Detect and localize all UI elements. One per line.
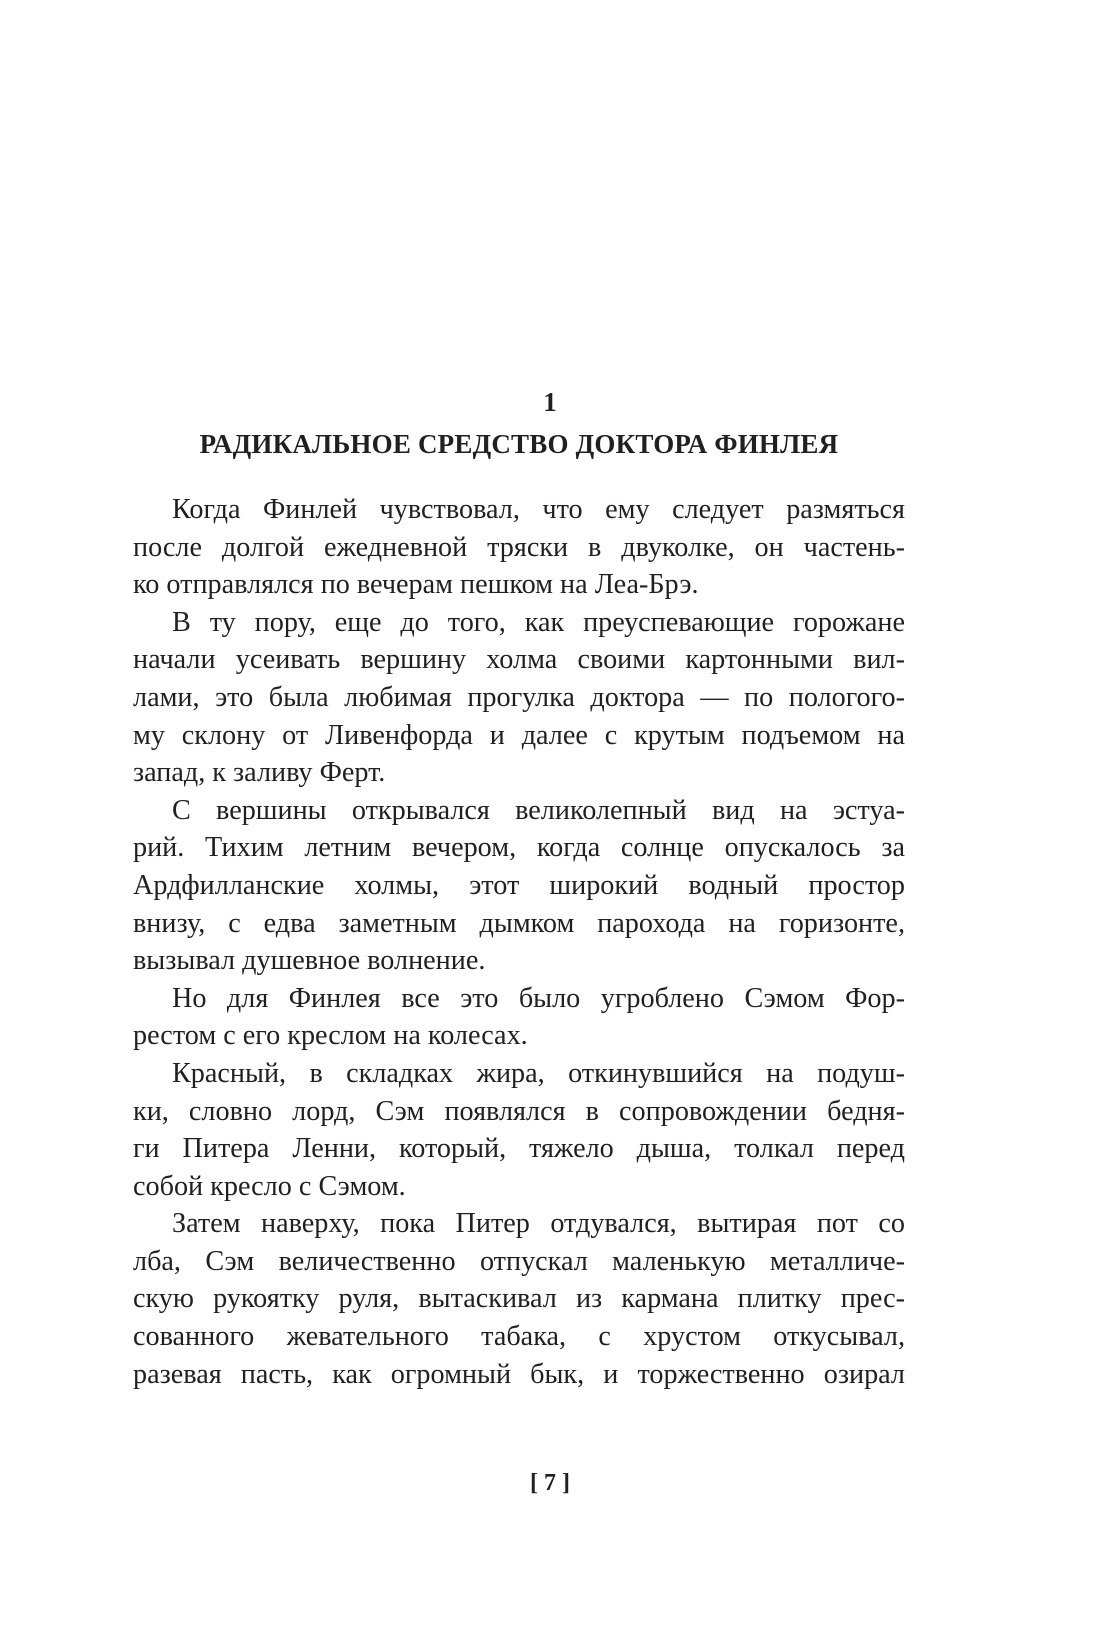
paragraph — [133, 792, 905, 980]
text-line: лба, Сэм величественно отпускал маленькую металличе- — [133, 1245, 905, 1277]
paragraph — [133, 491, 905, 604]
text-line: ки, словно лорд, Сэм появлялся в сопровождении бедня- — [133, 1095, 905, 1127]
text-line: собой кресло с Сэмом. — [133, 1170, 406, 1202]
body-text — [133, 491, 905, 1393]
page-number: [ 7 ] — [530, 1470, 570, 1496]
chapter-number: 1 — [543, 387, 557, 417]
text-line: запад, к заливу Ферт. — [133, 757, 386, 789]
text-line: Но для Финлея все это было угроблено Сэмом Фор- — [172, 982, 905, 1014]
text-line: внизу, с едва заметным дымком парохода на горизонте, — [133, 907, 905, 939]
text-line: скую рукоятку руля, вытаскивал из кармана плитку прес- — [133, 1283, 905, 1315]
text-line: Красный, в складках жира, откинувшийся на подуш- — [172, 1057, 905, 1089]
paragraph — [133, 1205, 905, 1393]
text-line: Ардфилланские холмы, этот широкий водный простор — [133, 869, 905, 901]
text-line: Когда Финлей чувствовал, что ему следует размяться — [172, 494, 905, 525]
text-line: С вершины открывался великолепный вид на эстуа- — [172, 794, 905, 826]
text-line: Затем наверху, пока Питер отдувался, вытирая пот со — [172, 1208, 905, 1240]
paragraph — [133, 604, 905, 792]
text-line: вызывал душевное волнение. — [133, 945, 486, 977]
text-line: рестом с его креслом на колесах. — [133, 1020, 528, 1052]
text-line: лами, это была любимая прогулка доктора — по пологого- — [133, 681, 905, 713]
text-line: рий. Тихим летним вечером, когда солнце опускалось за — [133, 832, 905, 864]
text-line: му склону от Ливенфорда и далее с крутым подъемом на — [133, 719, 905, 751]
text-line: начали усеивать вершину холма своими картонными вил- — [133, 644, 905, 676]
text-line: разевая пасть, как огромный бык, и торжественно озирал — [133, 1358, 905, 1390]
text-line: В ту пору, еще до того, как преуспевающие горожане — [172, 606, 905, 638]
text-line: сованного жевательного табака, с хрустом откусывал, — [133, 1321, 905, 1353]
paragraph — [133, 1055, 905, 1205]
paragraph — [133, 980, 905, 1055]
text-line: после долгой ежедневной тряски в двуколке, он частень- — [133, 531, 905, 563]
text-line: ко отправлялся по вечерам пешком на Леа-Брэ. — [133, 569, 699, 601]
text-line: ги Питера Ленни, который, тяжело дыша, толкал перед — [133, 1133, 905, 1165]
chapter-title: РАДИКАЛЬНОЕ СРЕДСТВО ДОКТОРА ФИНЛЕЯ — [199, 429, 839, 459]
